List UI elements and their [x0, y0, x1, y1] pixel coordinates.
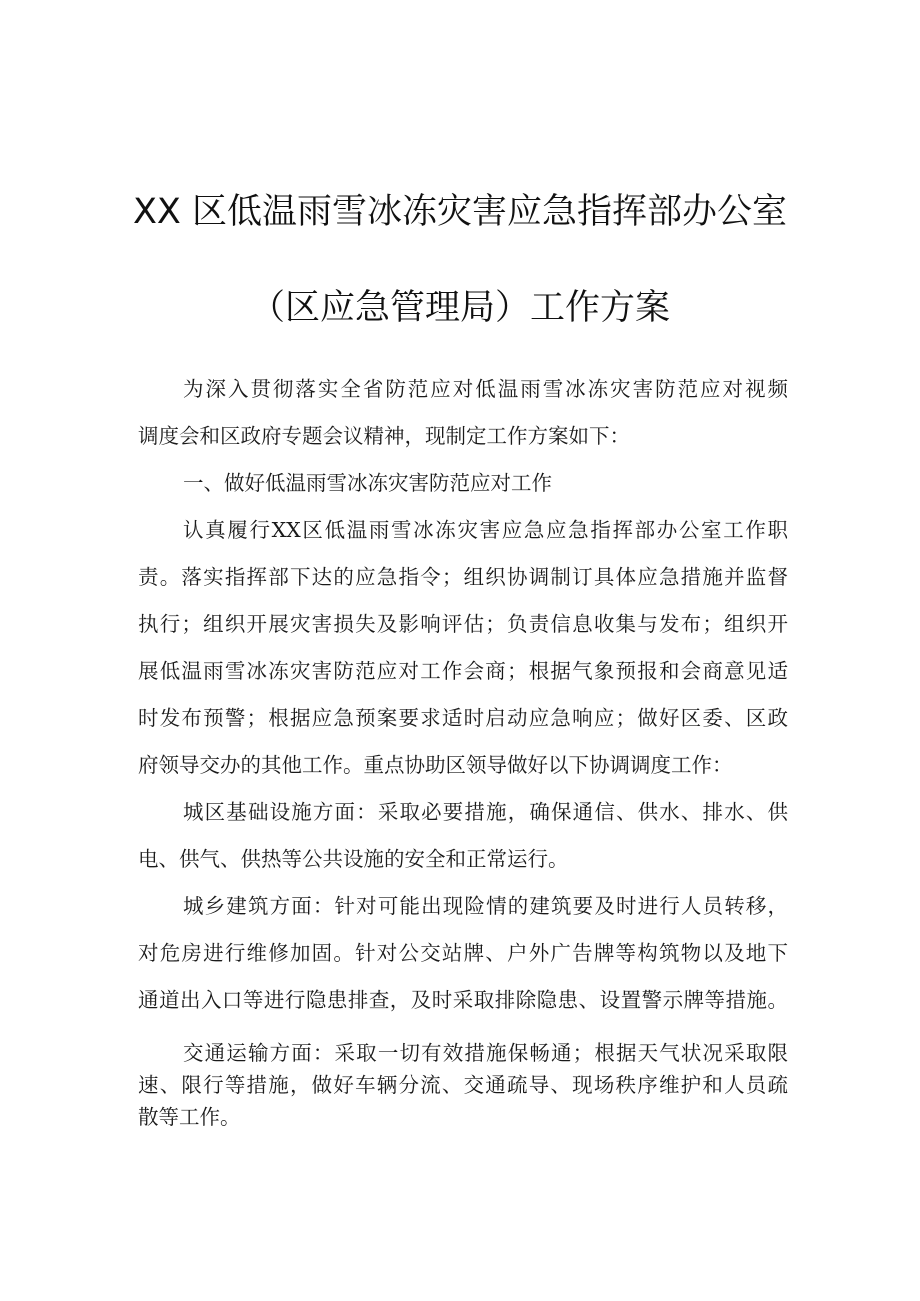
body-line: 通道出入口等进行隐患排查，及时采取排除隐患、设置警示牌等措施。 — [138, 988, 788, 1012]
body-line: 散等工作。 — [138, 1105, 241, 1129]
body-line: 城区基础设施方面：采取必要措施，确保通信、供水、排水、供 — [183, 800, 788, 824]
body-line: 交通运输方面：采取一切有效措施保畅通；根据天气状况采取限 — [183, 1041, 788, 1065]
section-heading: 一、做好低温雨雪冰冻灾害防范应对工作 — [183, 471, 552, 495]
body-line: 电、供气、供热等公共设施的安全和正常运行。 — [138, 847, 569, 871]
body-line: 执行；组织开展灾害损失及影响评估；负责信息收集与发布；组织开 — [138, 612, 788, 636]
document-title-line-2: （区应急管理局）工作方案 — [249, 288, 670, 328]
body-line: 对危房进行维修加固。针对公交站牌、户外广告牌等构筑物以及地下 — [138, 941, 788, 965]
body-line: 展低温雨雪冰冻灾害防范应对工作会商；根据气象预报和会商意见适 — [138, 659, 788, 683]
body-line: 府领导交办的其他工作。重点协助区领导做好以下协调调度工作： — [138, 753, 733, 777]
body-line: 时发布预警；根据应急预案要求适时启动应急响应；做好区委、区政 — [138, 706, 788, 730]
document-title-line-1: XX 区低温雨雪冰冻灾害应急指挥部办公室 — [132, 192, 788, 232]
body-line: 速、限行等措施，做好车辆分流、交通疏导、现场秩序维护和人员疏 — [138, 1073, 788, 1097]
body-line: 调度会和区政府专题会议精神，现制定工作方案如下： — [138, 424, 630, 448]
body-line: 为深入贯彻落实全省防范应对低温雨雪冰冻灾害防范应对视频 — [183, 377, 788, 401]
body-line: 城乡建筑方面：针对可能出现险情的建筑要及时进行人员转移， — [183, 894, 788, 918]
body-line: 责。落实指挥部下达的应急指令；组织协调制订具体应急措施并监督 — [138, 565, 788, 589]
body-line: 认真履行XX区低温雨雪冰冻灾害应急应急指挥部办公室工作职 — [183, 518, 788, 542]
